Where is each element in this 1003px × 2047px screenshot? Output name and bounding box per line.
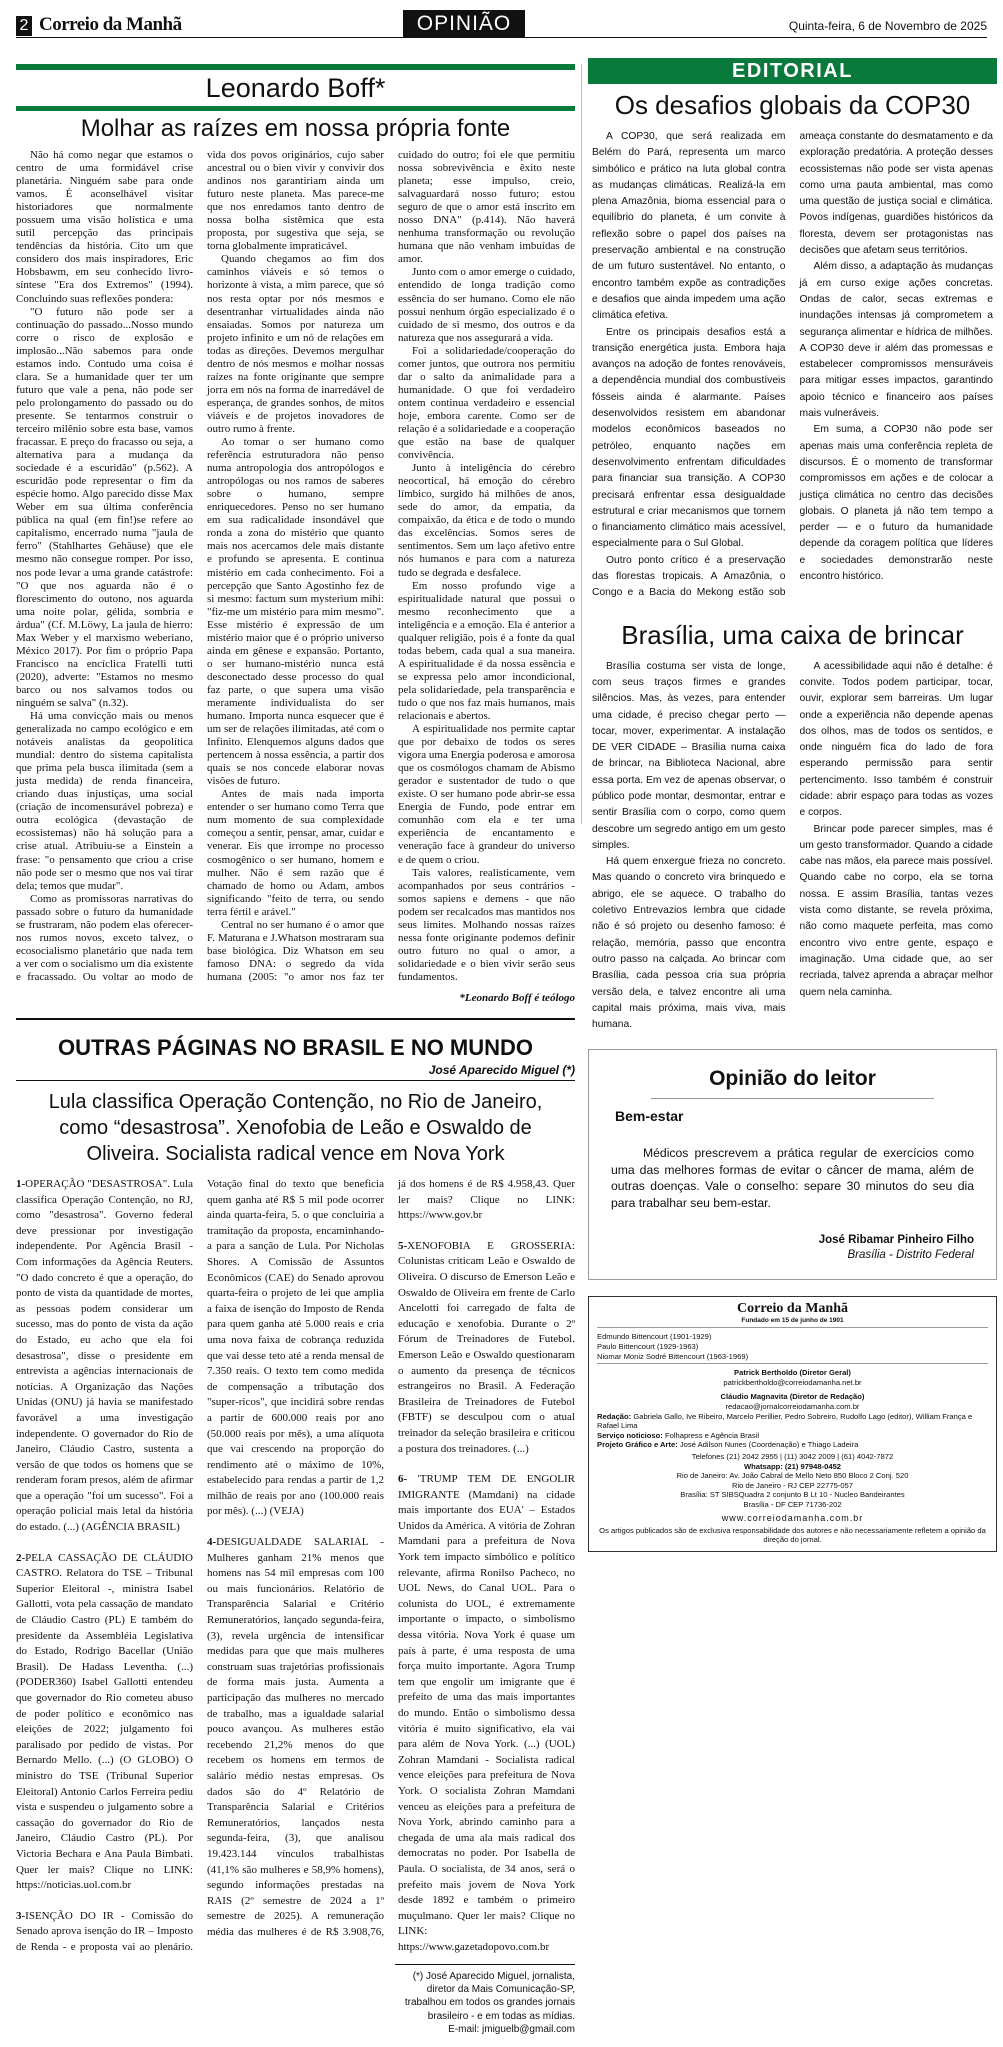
paragraph: A COP30, que será realizada em Belém do Pará, representa um marco simbólico e prático na luta global contra as mudanças climáticas. Realizá-la em plena Amazônia, bioma essencial para o equilíbrio do planeta, é um convite à reflexão sobre o papel dos países na preservação ambiental e na construção de um futuro sustentável. No entanto, o encontro também expõe as contradições e desafios que ainda impedem uma ação climática efetiva. [592,131,786,322]
address: Rio de Janeiro: Av. João Cabral de Mello Neto 850 Bloco 2 Conj. 520 [676,1471,909,1481]
paper-logo: Correio da Manhã [39,14,182,35]
address: Rio de Janeiro - RJ CEP 22775-057 [731,1480,853,1490]
editorial-body [588,129,997,602]
address: Brasília - DF CEP 71736-202 [743,1499,842,1509]
column-author: José Aparecido Miguel (*) [428,1063,575,1077]
date: Quinta-feira, 6 de Novembro de 2025 [788,19,987,33]
editor-email[interactable]: redacao@jornalcorreiodamanha.com.br [725,1402,860,1411]
item-text: ISENÇÃO DO IR - Comissão do Senado aprova isenção do IR – Imposto de Renda - e proposta vai ao plenário. Votação final do texto que beneficia quem ganha até R$ 5 mil pode ocorrer ainda quarta-feira, 5. o que concluiria a tramitação da proposta, encaminhando-a para a sanção de Lula. Por Nicholas Shores. A Comissão de Assuntos Econômicos (CAE) do Senado aprovou quarta-feira o projeto de lei que amplia a faixa de isenção do Imposto de Renda para quem ganha até 5.000 reais e cria uma nova faixa de cobrança reduzida que vai desse teto até a renda mensal de 7.350 reais. O texto tem como medida de compensação a tributação dos "super-ricos", que incidirá sobre rendas a partir de 600.000 reais por ano (50.000 reais por mês), a uma alíquota que vai crescendo na proporção do rendimento até o máximo de 10%, estabelecido para rendas a partir de 1,2 milhão de reais por ano (100.000 reais por mês). (...) (VEJA) [16,1178,384,1953]
paragraph: A espiritualidade nos permite captar que por debaixo de todos os seres vigora uma Energia poderosa e amorosa que os cosmólogos chamam de Abismo gerador e sustentador de tudo o que existe. O ser humano pode abrir-se essa Energia de Fundo, pode entrar em comunhão com ela e ter uma experiência de encantamento e veneração face à grandeur do universo e de quem o criou. [398,723,575,866]
label: Redação: [597,1411,632,1421]
paragraph: Junto à inteligência do cérebro neocortical, há emoção do cérebro límbico, surgido há milhões de anos, sede do amor, da empatia, da compaixão, da ética e de todo o mundo das excelências. Somos seres de sentimentos. Sem um laço afetivo entre nós humanos e para com a natureza tudo se degrada e desfalece. [398,462,575,579]
paragraph: Em suma, a COP30 não pode ser apenas mais uma conferência repleta de discursos. É o momento de transformar compromissos em ações e de colocar a justiça climática no centro das decisões globais. O planeta já não tem tempo a perder — e o futuro da humanidade depende da coragem política que líderes e sociedades demonstrarão neste encontro histórico. [799,424,993,583]
value: Folhapress e Agência Brasil [664,1430,760,1440]
divider [16,1080,575,1081]
value: Gabriela Gallo, Ive Ribeiro, Marcelo Perillier, Pedro Sobreiro, Rudolfo Lago (editor), William França e Rafael Lima [597,1411,973,1431]
paragraph: Não há como negar que estamos o centro de uma formidável crise planetária. Ninguém sabe para onde vamos. É aconselhável visitar historiadores que normalmente possuem uma visão holística e uma sutil percepção das principais tendências da história. Cito um que considero dos mais inspiradores, Eric Hobsbawm, em seu conhecido livro-síntese "Era dos Extremos" (1994). Concluindo suas reflexões pondera: [16,149,193,305]
item-text: 'TRUMP TEM DE ENGOLIR IMIGRANTE (Mamdani) na cidade mais importante dos EUA' – Estados Unidos da América. A vitória de Zohran Mamdani para a prefeitura de Nova York tem impacto simbólico e político relevante, afirma Ronilso Pacheco, no UOL News, do Canal UOL. Para o colunista do UOL, é extremamente importante o impacto, o simbolismo dessa vitória. Nova York é quase um país à parte, é uma resposta de uma força muito importante. Agora Trump tem que engolir um imigrante que é prefeito de uma das mais importantes do mundo. Então o simbolismo dessa vitória é muito significativo, ela vai para além de Nova York. (...) (UOL) Zohran Mamdani - Socialista radical vence eleições para prefeitura de Nova York. O socialista Zohran Mamdani venceu as eleições para a prefeitura de Nova York, abrindo caminho para a chegada de uma ala mais radical dos democratas no poder. Por Isabella de Paula. O socialista, de 34 anos, será o prefeito mais jovem de Nova York desde 1892 e também o primeiro muçulmano. Quer ler mais? Clique no LINK: https://www.gazetadopovo.com.br [398,1473,575,1953]
item-text: PELA CASSAÇÃO DE CLÁUDIO CASTRO. Relatora do TSE – Tribunal Superior Eleitoral -, ministra Isabel Gallotti, vota pela cassação de mandato de Cláudio Castro (PL) E também do presidente da Assembléia Legislativa do Estado, Rodrigo Bacellar (União Brasil). De Hadass Leventha. (...) (PODER360) Isabel Gallotti entendeu que governador do Rio cometeu abuso de poder político e econômico nas eleições de 2022; julgamento foi paralisado por pedido de vistas. Por Bernardo Mello. (...) (O GLOBO) O ministro do TSE (Tribunal Superior Eleitoral) Antonio Carlos Ferreira pediu vista e suspendeu o julgamento sobre a cassação do governador do Rio de Janeiro, Cláudio Castro (PL). Por Victoria Bechara e Ana Paula Bimbati. Quer ler mais? Clique no LINK: https://noticias.uol.com.br [16,1551,193,1892]
news-item [398,1239,575,1457]
right-column [588,60,997,1552]
website[interactable]: www.correiodamanha.com.br [721,1512,864,1523]
paragraph: Outro ponto crítico é a preservação das florestas tropicais. A Amazônia, o Congo e a Bacia do Mekong estão sob ameaça constante do desmatamento e da exploração predatória. A proteção desses ecossistemas não pode ser vista apenas como uma pauta ambiental, mas como uma questão de justiça social e climática. Povos indígenas, guardiões históricos da floresta, devem ser protagonistas nas decisões que afetam seus territórios. [592,131,993,599]
disclaimer: Os artigos publicados são de exclusiva responsabilidade dos autores e não necessariamente refletem a opinião da direção do jornal. [599,1525,986,1545]
masthead-box [588,1296,997,1551]
label: Serviço noticioso: [597,1430,663,1440]
paragraph: Tais valores, realisticamente, vem acompanhados por seus contrários -somos sapiens e demens - que não podem ser recalcados mas mantidos nos seus limites. Molhando nossas raízes nessa fonte originante podemos definir outro futuro no qual o amor, a solidariedade e o bien vivir serão seus fundamentos. [398,866,575,983]
paragraph: Entre os principais desafios está a transição energética justa. Embora haja avanços na adoção de fontes renováveis, a dependência mundial dos combustíveis fósseis ainda é alarmante. Países desenvolvidos resistem em abandonar modelos econômicos baseados no petróleo, enquanto nações em desenvolvimento enfrentam dificuldades para financiar sua transição. A COP30 precisará enfrentar essa desigualdade estrutural e criar mecanismos que tornem o financiamento climático mais acessível, especialmente para o Sul Global. [592,326,786,550]
news-item [398,1472,575,1955]
page-number: 2 [16,16,32,36]
letter-author: José Ribamar Pinheiro Filho [818,1234,974,1247]
news-item [16,1177,193,1536]
item-text: DESIGUALDADE SALARIAL - Mulheres ganham 21% menos que homens nas 54 mil empresas com 100 ou mais funcionários. Relatório de Transparência Salarial e Critério Remuneratórios, lançado segunda-feira, (3), revela urgência de intensificar medidas para que que mais mulheres construam suas trajetórias profissionais de forma mais justa. Aumenta a participação das mulheres no mercado de trabalho, mas a igualdade salarial pouco avançou. As mulheres estão recebendo 21,2% menos do que recebem os homens em termos de salário médio nestas empresas. Os dados são do 4º Relatório de Transparência Salarial e Critérios Remuneratórios, lançados nesta segunda-feira, (3), que analisou 19.423.144 vínculos trabalhistas (41,1% são mulheres e 58,9% homens), segundo informações prestadas na RAIS (2º semestre de 2024 a 1º semestre de 2025). A remuneração média das mulheres é de R$ 3.908,76, já dos homens é de R$ 4.958,43. Quer ler mais? Clique no LINK: https://www.gov.br [207,1178,575,1938]
item-text: OPERAÇÃO "DESASTROSA". Lula classifica Operação Contenção, no RJ, como "desastrosa". Governo federal deve pressionar por investigação independente. Por Agência Brasil - Com informações da Agência Reuters. "O dado concreto é que a operação, do ponto de vista da quantidade de mortes, as pessoas podem considerar um sucesso, mas do ponto de vista da ação do Estado, eu acho que ela foi desastrosa", disse o presidente em entrevista a agências internacionais de notícias. A Organização das Nações Unidas (ONU) já havia se manifestado favorável a uma investigação independente. O governador do Rio de Janeiro, Cláudio Castro, sustenta a versão de que todos os homens que se renderam foram presos, além de afirmar que a operação "foi um sucesso". Foi a operação policial mais letal da história do estado. (...) (AGÊNCIA BRASIL) [16,1178,193,1534]
article-body [588,659,997,1034]
box-title: Opinião do leitor [651,1066,934,1099]
paragraph: Brincar pode parecer simples, mas é um gesto transformador. Quando a cidade cabe nas mãos, ela parece mais possível. Quando cabe no corpo, ela se torna nossa. E assim Brasília, tantas vezes vista como distante, se revela próxima, não como maquete perfeita, mas como encontro vivo entre gente, espaço e imaginação. Uma cidade que, ao ser recriada, talvez aprenda a abraçar melhor quem nela caminha. [799,823,993,998]
paragraph: Ao tomar o ser humano como referência estruturadora não penso numa antropologia dos antropólogos e antropólogas ou nos ramos de saberes sobre o humano, sempre enriquecedores. Penso no ser humano em sua radicalidade insondável que ronda a zona do mistério que quanto mais nos acercamos dele mais distante e profundo se apresenta. E continua mistério em cada conhecimento. Foi a percepção que Santo Agostinho fez de si mesmo: factum sum mysterium mihi: "fiz-me um mistério para mim mesmo". Esse mistério é expressão de um mistério maior que é o próprio universo ainda em gênese e expansão. Portanto, o ser humano-mistério nunca está desconectado desse processo do qual faz parte, o que supera uma visão meramente individualista do ser humano. Importa nunca esquecer que é um ser de relações ilimitadas, até com o Infinito. Elenquemos alguns dados que pertencem à nossa essência, a partir dos quais se nos concede elaborar novas visões de futuro. [207,436,384,788]
founder: Niomar Moniz Sodré Bittencourt (1963-1969) [597,1352,988,1365]
letter-subject: Bem-estar [615,1108,684,1125]
value: José Adilson Nunes (Coordenação) e Thiago Ladeira [679,1440,859,1450]
item-text: XENOFOBIA E GROSSERIA: Colunistas criticam Leão e Oswaldo de Oliveira. O discurso de Emerson Leão e Oswaldo de Oliveira em frente de Carlo Ancelotti foi carregado de falta de educação e xenofobia. Durante o 2º Fórum de Treinadores de Futebol. Emerson Leão e Oswaldo questionaram o aumento da presença de técnicos estrangeiros no Brasil. A Federação Brasileira de Treinadores de Futebol (FBTF) se desculpou com o atual treinador da seleção brasileira e criticou a postura dos treinadores. (...) [398,1239,575,1455]
item-number: 2- [16,1551,26,1564]
staff-projeto [597,1440,988,1450]
director: Patrick Bertholdo (Diretor Geral) [734,1368,851,1378]
paragraph: "O futuro não pode ser a continuação do passado...Nosso mundo corre o risco de explosão e implosão...Não sabemos para onde estamos indo. Contudo uma coisa é clara. Se a humanidade quer ter um futuro que vale a pena, não pode ser pelo prolongamento do passado ou do presente. Se tentarmos construir o terceiro milênio sobre esta base, vamos fracassar. E preço do fracasso ou seja, a alternativa para a mudança da sociedade é a escuridão" (p.562). A escuridão pode representar o fim da espécie homo. Algo parecido disse Max Weber em sua última conferência pública na qual (em fin!)se refere ao capitalismo, encerrado numa "jaula de ferro" (Stahlhartes Gehäuse) que ele mesmo não consegue romper. Por isso, nos pode levar a uma grande catástrofe: "O que nos aguarda não é o florescimento do outono, nos aguarda uma noite polar, gélida, sombria e árdua" (Cf. M.Löwy, La jaula de hierro: Max Weber y el marxismo weberiano, México 2017). Por fim o próprio Papa Francisco na encíclica Fratelli tutti (2020), adverte: "Estamos no mesmo barco ou nos salvamos todos ou ninguém se salva" (n.32). [16,305,193,709]
address: Brasília: ST SIBSQuadra 2 conjunto B Lt 10 - Nucleo Bandeirantes [680,1490,905,1500]
section-label: OPINIÃO [403,10,525,37]
editorial-title: Os desafios globais da COP30 [614,90,971,120]
article-title: Brasília, uma caixa de brincar [621,619,964,650]
divider [16,1018,575,1020]
article-body [16,149,575,984]
paragraph: Foi a solidariedade/cooperação do comer juntos, que outrora nos permitiu dar o salto da animalidade para a humanidade. O que foi verdadeiro ontem continua verdadeiro e essencial hoje, embora carente. Como ser de relação é a solidariedade e a cooperação que estão na base de qualquer convivência. [398,344,575,462]
paragraph: Junto com o amor emerge o cuidado, entendido de longa tradição como essência do ser humano. Como ele não possui nenhum órgão especializado é o cuidado de si mesmo, dos outros e da natureza que nos assegurará a vida. [398,266,575,344]
staff-redacao [597,1412,988,1431]
paragraph: Central no ser humano é o amor que F. Maturana e J.Whatson mostraram sua base biológica. Diz Whatson em seu famoso DNA: o segredo da vida humana (2005: "o amor nos faz ter cuidado do outro; foi ele que permitiu nossa sobrevivência e êxito neste planeta; esse impulso, creio, salvaguardará nosso futuro; estou seguro de que o amor está inscrito em nosso DNA" (p.414). Não haverá nenhuma transformação ou revolução humana que não venham imbuídas de amor. [207,149,575,983]
footnote-email[interactable]: E-mail: jmiguelb@gmail.com [448,2024,575,2036]
paragraph: Além disso, a adaptação às mudanças já em curso exige ações concretas. Ondas de calor, secas extremas e inundações intensas já comprometem a segurança alimentar e hídrica de milhões. A COP30 deve ir além das promessas e estabelecer compromissos mensuráveis para mitigar esses impactos, garantindo apoio técnico e financeiro aos países mais vulneráveis. [799,261,993,420]
footnote-text: (*) José Aparecido Miguel, jornalista, diretor da Mais Comunicação-SP, trabalhou em todos os grandes jornais brasileiro - e em todas as mídias. [404,1970,575,2022]
divider [16,64,575,70]
editor: Cláudio Magnavita (Diretor de Redação) [720,1392,865,1402]
news-item [16,1551,193,1894]
item-number: 3- [16,1909,26,1922]
phones: Telefones (21) 2042 2955 | (11) 3042 2009 | (61) 4042-7872 [691,1451,894,1461]
paragraph: Como as promissoras narrativas do passado sobre o futuro da humanidade se frustraram, não podem elas oferecer-nos rumos novos, exceto talvez, o ecosocialismo planetário que nada tem a ver com o socialismo um dia existente e fracassado. Ou voltar ao modo de vida dos povos originários, cujo saber ancestral ou o bien vivir y convivir dos andinos nos garantiriam ainda um futuro neste planeta. Mas parece-me que nos enredamos tanto dentro de nossa bolha sistêmica que esta proposta, por sugestiva que seja, se torna globalmente impraticável. [16,149,384,983]
item-number: 4- [207,1536,217,1549]
paragraph: Há quem enxergue frieza no concreto. Mas quando o concreto vira brinquedo e abrigo, ele se aquece. O trabalho do coletivo Entrevazios lembra que cidade não é só projeto ou desenho famoso: é relação, memória, passo que encontra outro passo na calçada. Ao brincar com Brasília, cada pessoa cria sua própria versão dela, e talvez encontre ali uma capital mais próxima, mais viva, mais humana. [592,856,786,1031]
item-number: 6- [398,1473,408,1486]
reader-opinion-box [588,1049,997,1280]
masthead-logo: Correio da Manhã [737,1301,848,1317]
page-header [16,14,987,38]
item-number: 5- [398,1239,408,1252]
paragraph: Brasília costuma ser vista de longe, com seus traços firmes e grandes silêncios. Mas, às vezes, para entender uma cidade, é preciso chegar perto — tocar, mover, experimentar. A instalação DE VER CIDADE – Brasília numa caixa de brincar, na Biblioteca Nacional, abre essa porta. Em vez de apenas observar, o público pode montar, desmontar, entrar e sentir Brasília com o corpo, como quem descobre um segredo antigo em um gesto simples. [592,660,786,851]
news-body [16,1177,575,1956]
paragraph: Quando chegamos ao fim dos caminhos viáveis e só temos o horizonte à vista, a mim parece, que só nos resta optar por nós mesmos e desentranhar virtualidades ainda não ensaiadas. Somos por natureza um projeto infinito e um nó de relações em todas as direções. Devemos mergulhar dentro de nós mesmos e molhar nossas raízes na fonte originante que sempre jorra em nós na forma de inarredável de esperança, de grandes sonhos, de mitos viáveis e de projetos inovadores de outro rumo à frente. [207,253,384,435]
footnote [395,1964,575,2037]
paragraph: A acessibilidade aqui não é detalhe: é convite. Todos podem participar, tocar, ouvir, explorar sem barreiras. Um lugar onde a experiência não depende apenas dos olhos, mas de todos os sentidos, e onde ninguém fica do lado de fora esperando permissão para sentir pertencimento. Isso também é construir cidade: abrir espaço para todas as vozes e corpos. [799,660,993,819]
left-column [16,64,575,2037]
letter-location: Brasília - Distrito Federal [847,1249,974,1262]
founder: Paulo Bittencourt (1929-1963) [597,1342,699,1352]
label: Projeto Gráfico e Arte: [597,1440,678,1450]
paragraph: Antes de mais nada importa entender o ser humano como Terra que num momento de sua complexidade começou a sentir, pensar, amar, cuidar e venerar. Eis que irrompe no processo cosmogênico o ser humano, homem e mulher. Não é sem razão que é chamado de homo ou Adam, ambos significando "feito de terra, ou sendo terra fértil e arável." [207,788,384,918]
founder: Edmundo Bittencourt (1901-1929) [597,1332,712,1342]
paragraph: Em nosso profundo vige a espiritualidade natural que possui o mesmo reconhecimento que a inteligência e a emoção. Ela é anterior a qualquer religião, pois é a fonte da qual todas bebem, cada qual a sua maneira. A espiritualidade é da nossa essência e se expressa pelo amor incondicional, pela solidariedade, pela transparência e tudo o que nos faz mais humanos, mais relacionais e abertos. [398,579,575,723]
divider [581,64,582,2037]
editorial-label: EDITORIAL [588,58,997,84]
item-number: 1- [16,1178,26,1190]
whatsapp: Whatsapp: (21) 97948-0452 [743,1461,842,1471]
founded: Fundado em 15 de junho de 1901 [597,1317,988,1328]
divider [16,106,575,111]
section-title: OUTRAS PÁGINAS NO BRASIL E NO MUNDO [57,1035,534,1060]
article-title: Molhar as raízes em nossa própria fonte [80,115,511,142]
director-email[interactable]: patrickbertholdo@correiodamanha.net.br [723,1377,862,1387]
paragraph: Há uma convicção mais ou menos generalizada no campo ecológico e em notáveis analistas da geopolítica mundial: dentro do sistema capitalista que prima pela busca ilimitada (sem a justa medida) de renda financeira, criando duas injustiças, uma social (criação de incomensurável pobreza) e outra ecológica (devastação de ecossistemas) não há solução para a crise atual. Atribuiu-se a Einstein a frase: "o pensamento que criou a crise não pode ser o mesmo que nos vai tirar dela; temos que mudar". [16,710,193,892]
staff-servico [597,1431,988,1441]
headline: Lula classifica Operação Contenção, no Rio de Janeiro, como “desastrosa”. Xenofobia de Leão e Oswaldo de Oliveira. Socialista radical vence em Nova York [48,1091,543,1165]
author-name: Leonardo Boff* [205,73,386,103]
author-signature: *Leonardo Boff é teólogo [459,992,575,1004]
letter-text: Médicos prescrevem a prática regular de exercícios como uma das melhores formas de evitar o câncer de mama, além de outras doenças. Vale o conselho: separe 30 minutos do seu dia para trabalhar seu bem-estar. [611,1146,974,1210]
